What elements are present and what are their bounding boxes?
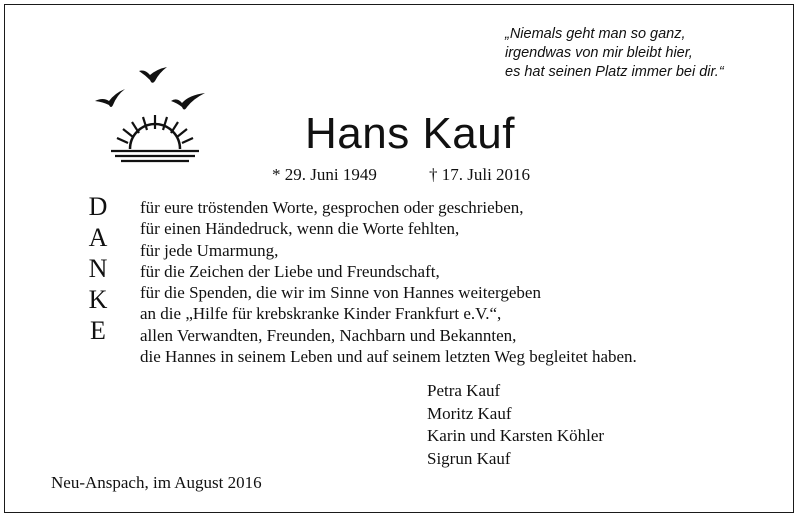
danke-letter: D xyxy=(88,192,108,221)
bird-icon xyxy=(139,67,167,83)
thanks-line: für die Zeichen der Liebe und Freundschaft, xyxy=(140,261,440,281)
danke-vertical xyxy=(83,191,113,346)
death-date: † 17. Juli 2016 xyxy=(429,165,531,184)
bird-icon xyxy=(95,89,125,107)
birth-date: * 29. Juni 1949 xyxy=(272,165,377,184)
thanks-text xyxy=(140,197,637,367)
signatures xyxy=(427,380,604,470)
signature-name: Sigrun Kauf xyxy=(427,448,511,468)
thanks-line: für die Spenden, die wir im Sinne von Hannes weitergeben xyxy=(140,283,541,303)
danke-letter: N xyxy=(88,254,108,283)
deceased-name: Hans Kauf xyxy=(305,109,515,158)
thanks-line: an die „Hilfe für krebskranke Kinder Frankfurt e.V.“, xyxy=(140,304,502,324)
quote-line: „Niemals geht man so ganz, xyxy=(505,26,686,42)
signature-name: Moritz Kauf xyxy=(427,403,512,423)
bird-icon xyxy=(171,93,205,110)
quote-line: es hat seinen Platz immer bei dir.“ xyxy=(505,64,724,80)
signature-name: Petra Kauf xyxy=(427,381,501,400)
danke-letter: K xyxy=(88,285,108,314)
place-date: Neu-Anspach, im August 2016 xyxy=(51,473,262,492)
thanks-line: für einen Händedruck, wenn die Worte fehlten, xyxy=(140,219,460,239)
signature-name: Karin und Karsten Köhler xyxy=(427,426,605,445)
notice-card xyxy=(4,4,794,513)
sunset-birds-icon xyxy=(93,67,218,167)
quote-line: irgendwas von mir bleibt hier, xyxy=(505,45,693,61)
danke-letter: E xyxy=(90,316,106,345)
thanks-line: allen Verwandten, Freunden, Nachbarn und Bekannten, xyxy=(140,325,517,345)
thanks-line: die Hannes in seinem Leben und auf seinem letzten Weg begleitet haben. xyxy=(140,347,637,367)
thanks-line: für eure tröstenden Worte, gesprochen oder geschrieben, xyxy=(140,198,524,217)
thanks-line: für jede Umarmung, xyxy=(140,240,279,260)
quote xyxy=(505,25,724,82)
danke-letter: A xyxy=(88,223,108,252)
